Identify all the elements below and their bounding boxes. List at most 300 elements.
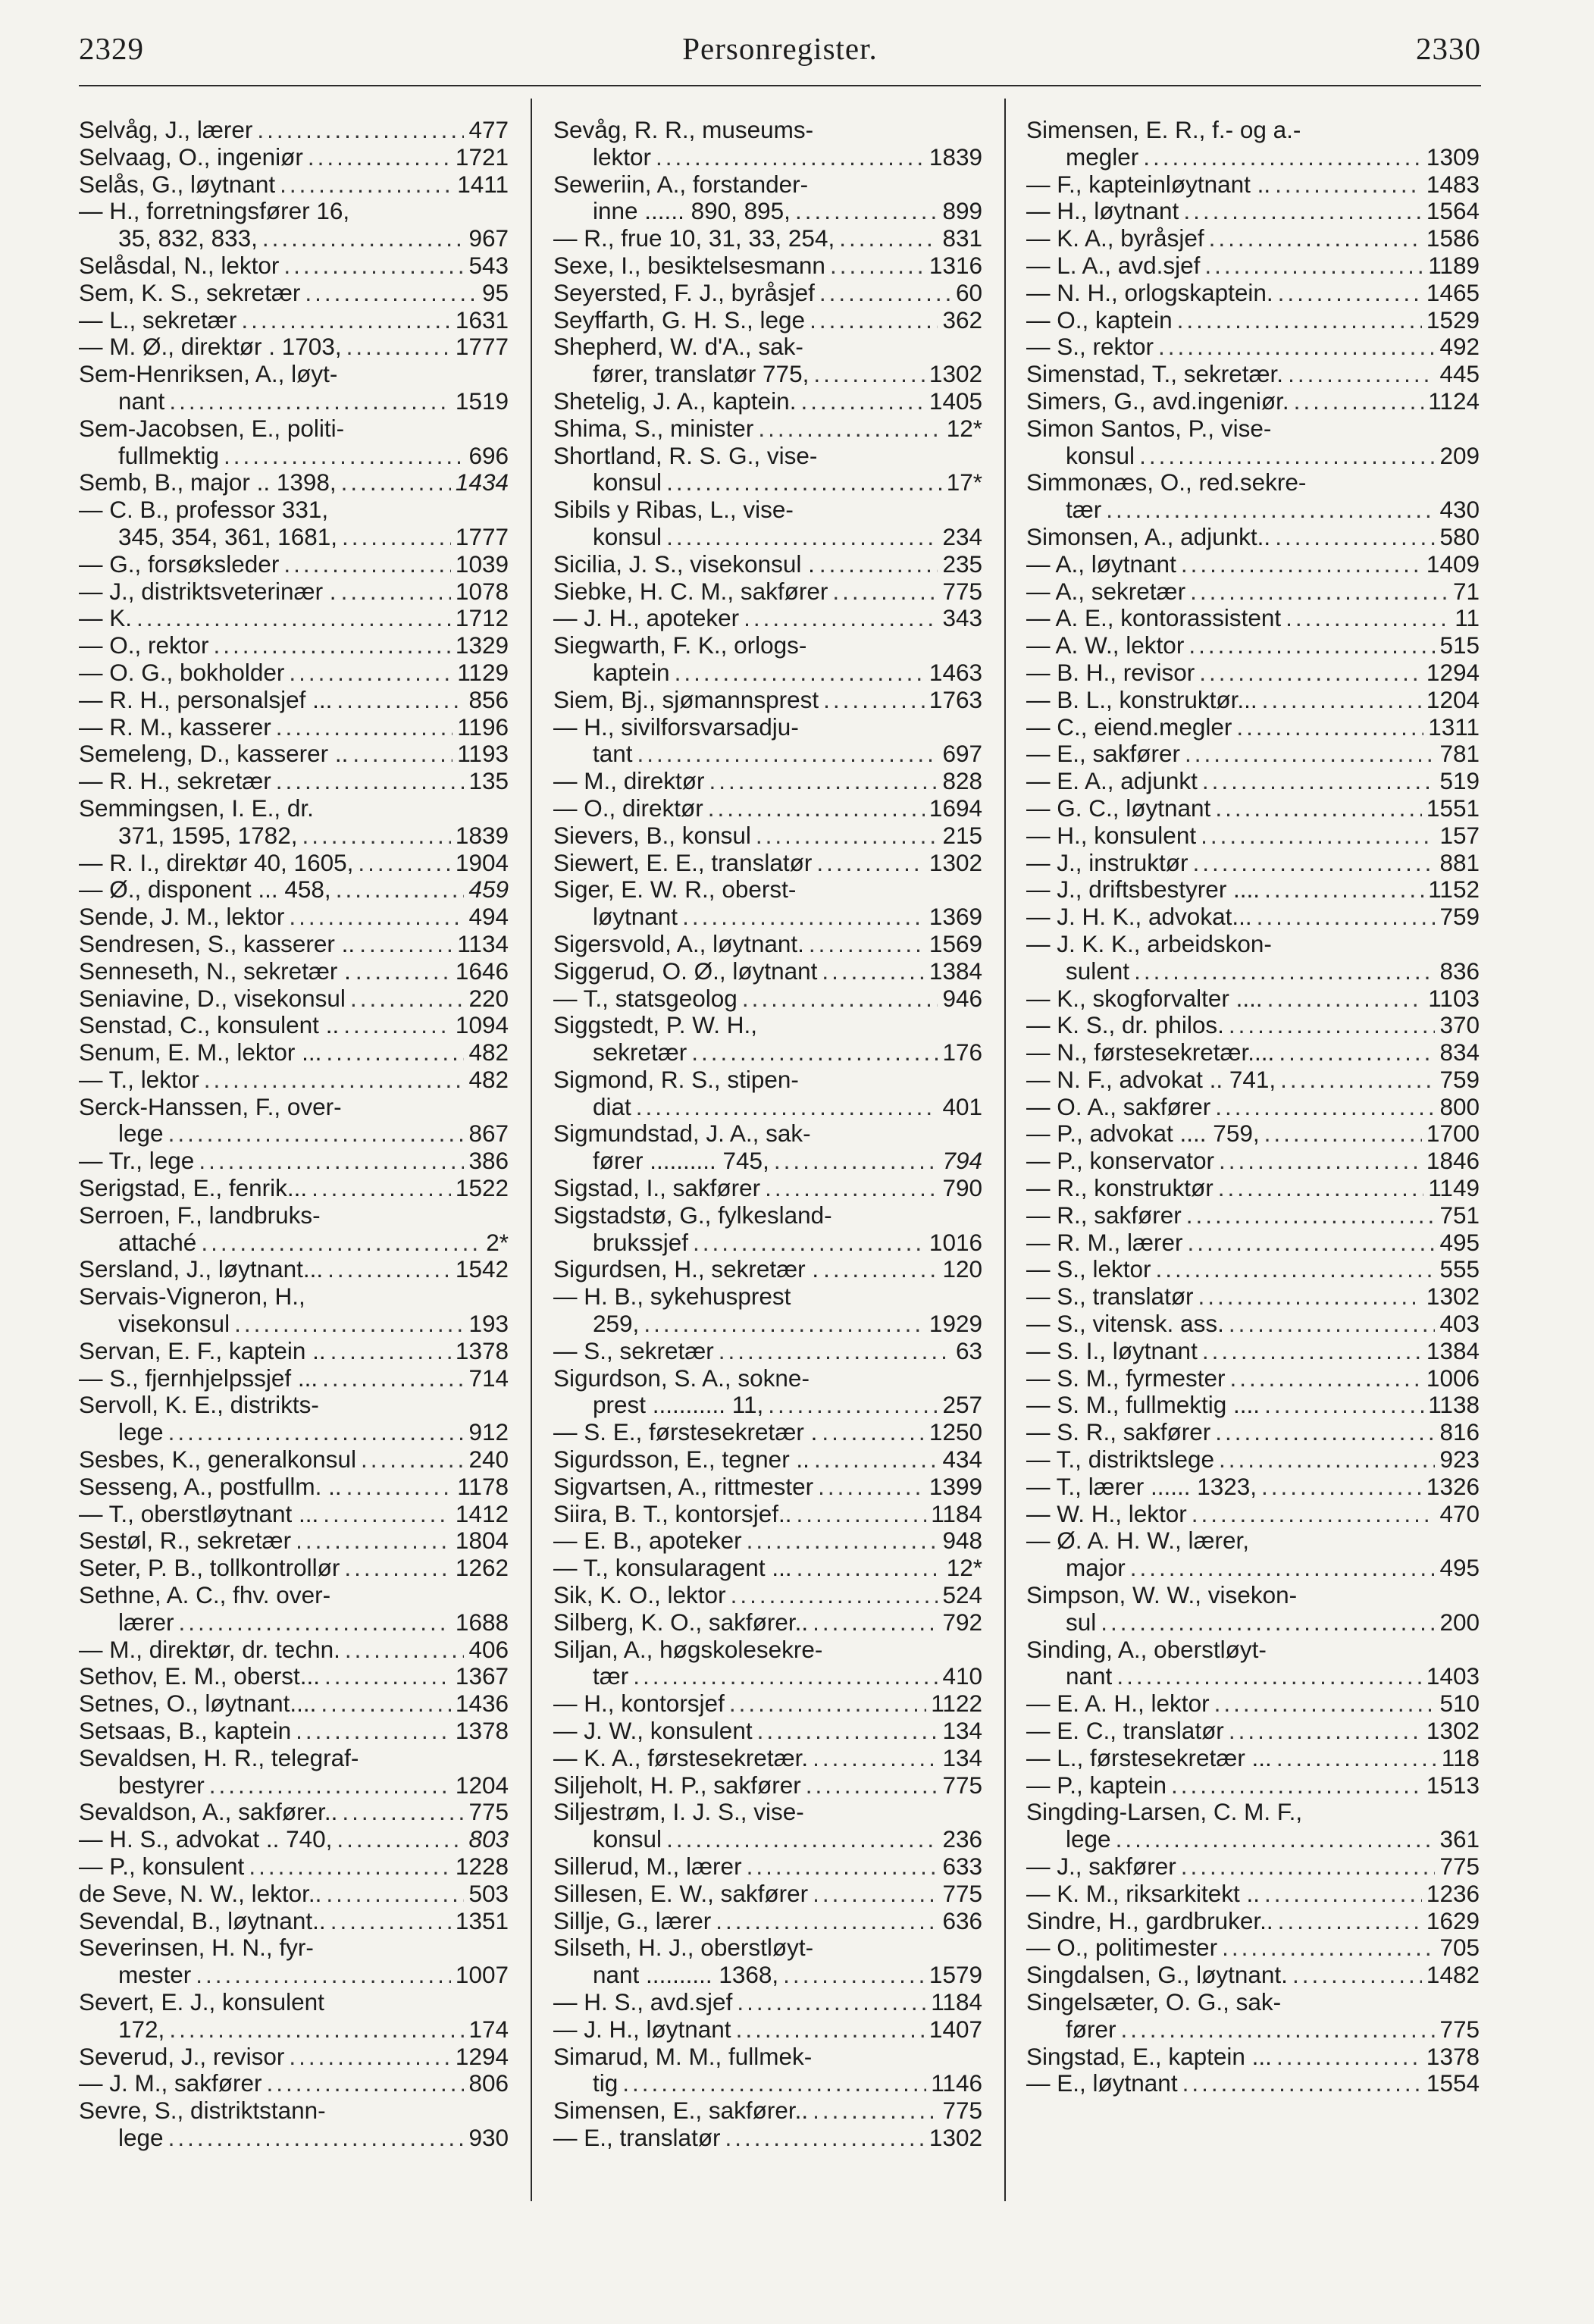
entry-text: Sevendal, B., løytnant.. <box>79 1906 326 1934</box>
entry-text: Sesseng, A., postfullm. .. <box>79 1472 342 1500</box>
register-entry <box>553 1853 982 1881</box>
register-entry <box>79 117 509 144</box>
entry-line <box>553 850 982 877</box>
dot-leader <box>1201 822 1435 850</box>
register-entry <box>79 334 509 361</box>
register-entry <box>1026 1392 1480 1419</box>
register-entry <box>1026 1772 1480 1799</box>
register-entry <box>553 1175 982 1202</box>
column-divider-1 <box>531 99 532 2201</box>
dot-leader <box>1186 1202 1436 1229</box>
page-reference: 1777 <box>455 333 509 361</box>
dot-leader <box>346 334 451 361</box>
entry-text: — S., translatør <box>1026 1283 1194 1311</box>
entry-line <box>553 876 982 904</box>
entry-continuation-line <box>553 144 982 171</box>
entry-continuation-line <box>553 1039 982 1066</box>
register-entry <box>79 714 509 741</box>
page-reference: 705 <box>1439 1934 1480 1962</box>
entry-line <box>1026 1148 1480 1175</box>
dot-leader <box>308 144 451 171</box>
register-entry <box>79 741 509 768</box>
entry-text: lærer <box>118 1608 174 1636</box>
entry-text: 172, <box>118 2015 165 2043</box>
register-entry <box>79 361 509 415</box>
dot-leader <box>1229 1718 1422 1745</box>
page-reference: 176 <box>942 1038 982 1066</box>
page-reference: 1688 <box>455 1608 509 1636</box>
entry-text: Sigvartsen, A., rittmester <box>553 1472 814 1500</box>
register-entry <box>553 280 982 307</box>
entry-text: — E., translatør <box>553 2123 721 2151</box>
entry-text: tig <box>593 2069 618 2097</box>
register-entry <box>79 1690 509 1718</box>
dot-leader <box>179 1609 451 1637</box>
entry-text: — J. H. K., advokat... <box>1026 903 1252 931</box>
page-reference: 1007 <box>455 1961 509 1989</box>
entry-text: Seyffarth, G. H. S., lege <box>553 305 806 334</box>
register-entry <box>79 985 509 1013</box>
entry-text: — K. M., riksarkitekt .. <box>1026 1879 1260 1907</box>
page-reference: 1412 <box>455 1499 509 1527</box>
register-entry <box>553 1283 982 1338</box>
entry-line <box>79 2097 509 2125</box>
dot-leader <box>737 1989 926 2016</box>
entry-text: major <box>1066 1554 1126 1582</box>
entry-line <box>553 1853 982 1881</box>
page-reference: 1519 <box>455 387 509 415</box>
register-entry <box>79 1745 509 1799</box>
entry-line <box>1026 2070 1480 2097</box>
page-reference: 1378 <box>455 1336 509 1364</box>
page-reference: 362 <box>942 305 982 334</box>
dot-leader <box>806 1772 938 1799</box>
register-entry <box>1026 1637 1480 1691</box>
entry-text: — H., forretningsfører 16, <box>79 197 350 225</box>
dot-leader <box>813 1881 938 1908</box>
dot-leader <box>1229 1311 1436 1338</box>
entry-continuation-line <box>553 1826 982 1853</box>
entry-continuation-line <box>553 741 982 768</box>
entry-text: — C., eiend.megler <box>1026 713 1232 741</box>
dot-leader <box>344 1555 451 1582</box>
dot-leader <box>832 578 938 606</box>
register-entry <box>1026 659 1480 687</box>
page-reference: 636 <box>942 1906 982 1934</box>
dot-leader <box>168 2125 465 2152</box>
dot-leader <box>1264 876 1423 904</box>
entry-continuation-line <box>79 1419 509 1446</box>
register-entry <box>553 1908 982 1935</box>
page-reference: 828 <box>942 767 982 795</box>
page-reference: 790 <box>942 1174 982 1202</box>
dot-leader <box>716 1908 938 1935</box>
entry-line <box>553 117 982 144</box>
entry-text: Sem-Henriksen, A., løyt- <box>79 360 338 388</box>
page-reference: 215 <box>942 821 982 849</box>
page-reference: 1204 <box>1426 685 1480 713</box>
entry-text: sulent <box>1066 957 1130 985</box>
page-reference: 1178 <box>457 1472 509 1500</box>
entry-continuation-line <box>79 524 509 551</box>
entry-text: prest ........... 11, <box>593 1391 764 1419</box>
page-reference: 555 <box>1439 1255 1480 1283</box>
register-entry <box>79 1474 509 1501</box>
dot-leader <box>823 1256 938 1283</box>
page-reference: 930 <box>468 2123 509 2151</box>
register-entry <box>553 605 982 632</box>
register-entry <box>1026 1066 1480 1094</box>
page-header <box>79 30 1481 76</box>
page-reference: 1016 <box>929 1228 982 1256</box>
dot-leader <box>742 985 938 1013</box>
entry-line <box>1026 904 1480 931</box>
entry-text: Sersland, J., løytnant... <box>79 1255 324 1283</box>
entry-text: Servais-Vigneron, H., <box>79 1283 305 1311</box>
page-reference: 781 <box>1439 740 1480 768</box>
register-entry <box>553 252 982 280</box>
page-reference: 482 <box>468 1038 509 1066</box>
dot-leader <box>1215 795 1422 822</box>
register-column-1 <box>79 117 509 2300</box>
entry-line <box>79 280 509 307</box>
dot-leader <box>1276 2044 1422 2071</box>
entry-text: tær <box>1066 496 1102 524</box>
page-reference: 1369 <box>929 903 982 931</box>
entry-line <box>79 741 509 768</box>
dot-leader <box>1192 1501 1436 1528</box>
entry-text: de Seve, N. W., lektor.. <box>79 1879 322 1907</box>
entry-line <box>553 1555 982 1582</box>
dot-leader <box>322 1365 464 1392</box>
entry-text: — A., løytnant <box>1026 550 1176 578</box>
entry-text: — O., kaptein <box>1026 305 1173 334</box>
page-reference: 697 <box>942 740 982 768</box>
entry-text: Seweriin, A., forstander- <box>553 170 809 198</box>
page-reference: 482 <box>468 1065 509 1093</box>
register-entry <box>553 1690 982 1718</box>
dot-leader <box>241 307 451 334</box>
page-reference: 775 <box>942 2097 982 2125</box>
entry-text: Senum, E. M., lektor ... <box>79 1038 322 1066</box>
entry-text: — R. I., direktør 40, 1605, <box>79 848 354 876</box>
entry-text: Selåsdal, N., lektor <box>79 251 280 279</box>
entry-text: Simpson, W. W., visekon- <box>1026 1581 1298 1609</box>
dot-leader <box>675 659 925 687</box>
register-entry <box>553 958 982 985</box>
page-reference: 1138 <box>1428 1391 1480 1419</box>
entry-line <box>553 1772 982 1799</box>
page-reference: 775 <box>942 1879 982 1907</box>
dot-leader <box>1219 1446 1435 1474</box>
entry-text: — K. A., byråsjef <box>1026 224 1204 252</box>
dot-leader <box>323 1501 451 1528</box>
dot-leader <box>1202 1338 1422 1365</box>
entry-text: — E. A., adjunkt <box>1026 767 1198 795</box>
entry-line <box>553 1908 982 1935</box>
register-entry <box>1026 931 1480 985</box>
dot-leader <box>1202 768 1436 795</box>
entry-line <box>79 1663 509 1690</box>
dot-leader <box>257 117 464 144</box>
register-entry <box>79 2097 509 2152</box>
page-reference: 492 <box>1439 333 1480 361</box>
entry-line <box>1026 985 1480 1013</box>
dot-leader <box>795 198 938 225</box>
entry-line <box>79 1148 509 1175</box>
dot-leader <box>345 1637 465 1664</box>
entry-line <box>1026 605 1480 632</box>
entry-continuation-line <box>79 443 509 470</box>
dot-leader <box>797 1501 927 1528</box>
page-reference: 1777 <box>455 522 509 550</box>
page-reference: 236 <box>942 1825 982 1853</box>
page-reference: 1302 <box>929 848 982 876</box>
entry-text: Sevaldson, A., sakfører.. <box>79 1798 338 1826</box>
register-entry <box>79 1501 509 1528</box>
register-column-2 <box>553 117 982 2300</box>
dot-leader <box>666 524 938 551</box>
entry-text: 35, 832, 833, <box>118 224 258 252</box>
entry-text: — K., skogforvalter .... <box>1026 984 1263 1012</box>
entry-line <box>1026 1908 1480 1935</box>
register-entry <box>1026 985 1480 1013</box>
dot-leader <box>1288 361 1435 388</box>
entry-text: Siljan, A., høgskolesekre- <box>553 1635 823 1663</box>
dot-leader <box>822 958 925 985</box>
entry-line <box>553 1690 982 1718</box>
page-reference: 1694 <box>929 794 982 822</box>
entry-line <box>1026 280 1480 307</box>
dot-leader <box>234 1311 464 1338</box>
page-reference: 1929 <box>929 1310 982 1338</box>
entry-line <box>553 1283 982 1311</box>
entry-continuation-line <box>79 822 509 850</box>
page-reference: 1189 <box>1428 251 1480 279</box>
register-entry <box>553 985 982 1013</box>
register-entry <box>1026 524 1480 551</box>
register-entry <box>1026 117 1480 171</box>
page-reference: 580 <box>1439 522 1480 550</box>
register-entry <box>1026 1582 1480 1637</box>
entry-line <box>79 252 509 280</box>
page-reference: 816 <box>1439 1418 1480 1446</box>
register-entry <box>553 171 982 226</box>
entry-text: Setnes, O., løytnant.... <box>79 1690 317 1718</box>
dot-leader <box>337 687 464 714</box>
entry-text: Sinding, A., oberstløyt- <box>1026 1635 1267 1663</box>
entry-line <box>79 958 509 985</box>
register-entry <box>553 1419 982 1446</box>
entry-line <box>553 931 982 958</box>
dot-leader <box>289 904 464 931</box>
entry-text: Severt, E. J., konsulent <box>79 1987 324 2015</box>
register-entry <box>1026 2070 1480 2097</box>
entry-text: Sigstadstø, G., fylkesland- <box>553 1201 832 1229</box>
dot-leader <box>196 1962 451 1989</box>
page-reference: 1122 <box>931 1690 982 1718</box>
dot-leader <box>1264 1392 1423 1419</box>
page-reference: 200 <box>1439 1608 1480 1636</box>
dot-leader <box>814 1446 938 1474</box>
entry-line <box>1026 415 1480 443</box>
entry-line <box>553 280 982 307</box>
entry-text: Siegwarth, F. K., orlogs- <box>553 631 807 659</box>
entry-line <box>79 1881 509 1908</box>
page-reference: 1554 <box>1426 2069 1480 2097</box>
register-entry <box>79 2070 509 2097</box>
dot-leader <box>1279 1039 1435 1066</box>
entry-text: Siewert, E. E., translatør <box>553 848 813 876</box>
dot-leader <box>691 1039 938 1066</box>
page-reference: 856 <box>468 685 509 713</box>
entry-text: — M., direktør, dr. techn. <box>79 1635 340 1663</box>
page-reference: 495 <box>1439 1228 1480 1256</box>
entry-line <box>553 171 982 199</box>
register-entry <box>1026 1148 1480 1175</box>
page-reference: 401 <box>942 1092 982 1120</box>
entry-continuation-line <box>1026 144 1480 171</box>
entry-text: Sethov, E. M., oberst... <box>79 1662 321 1690</box>
page-reference: 759 <box>1439 903 1480 931</box>
entry-continuation-line <box>553 1148 982 1175</box>
entry-text: — F., kapteinløytnant .. <box>1026 170 1271 198</box>
dot-leader <box>1209 225 1422 252</box>
entry-line <box>1026 1419 1480 1446</box>
entry-text: nant <box>1066 1662 1113 1690</box>
entry-text: — J. H., løytnant <box>553 2015 731 2043</box>
entry-text: — J., sakfører <box>1026 1853 1176 1880</box>
dot-leader <box>708 795 925 822</box>
entry-line <box>79 795 509 822</box>
register-entry <box>79 1663 509 1690</box>
page-reference: 696 <box>468 441 509 469</box>
entry-text: — H. B., sykehusprest <box>553 1283 791 1311</box>
register-entry <box>1026 1745 1480 1772</box>
entry-line <box>79 1365 509 1392</box>
register-entry <box>79 687 509 714</box>
register-entry <box>553 1365 982 1420</box>
entry-continuation-line <box>1026 958 1480 985</box>
register-entry <box>553 1799 982 1853</box>
entry-continuation-line <box>553 1311 982 1338</box>
entry-text: — O., direktør <box>553 794 703 822</box>
register-entry <box>1026 714 1480 741</box>
register-entry <box>79 1582 509 1637</box>
dot-leader <box>1199 659 1422 687</box>
entry-line <box>1026 1582 1480 1609</box>
dot-leader <box>1121 2016 1436 2044</box>
entry-text: Selås, G., løytnant <box>79 170 276 198</box>
page-reference: 1294 <box>455 2042 509 2070</box>
entry-text: Severinsen, H. N., fyr- <box>79 1934 314 1962</box>
dot-leader <box>1215 1419 1435 1446</box>
register-entry <box>79 659 509 687</box>
entry-line <box>79 1826 509 1853</box>
entry-continuation-line <box>79 225 509 252</box>
page-reference: 515 <box>1439 631 1480 659</box>
register-entry <box>79 307 509 334</box>
page-reference: 633 <box>942 1853 982 1880</box>
dot-leader <box>729 1690 926 1718</box>
register-entry <box>1026 1283 1480 1311</box>
register-entry <box>79 415 509 470</box>
entry-line <box>1026 741 1480 768</box>
entry-text: — S. R., sakfører <box>1026 1418 1211 1446</box>
page-reference: 1367 <box>455 1662 509 1690</box>
register-entry <box>1026 1365 1480 1392</box>
entry-text: — G., forsøksleder <box>79 550 280 578</box>
entry-continuation-line <box>79 2016 509 2044</box>
dot-leader <box>666 1826 938 1853</box>
dot-leader <box>262 225 465 252</box>
entry-text: — E., sakfører <box>1026 740 1181 768</box>
entry-text: Siebke, H. C. M., sakfører <box>553 577 828 605</box>
entry-line <box>79 985 509 1013</box>
page-reference: 1146 <box>931 2069 982 2097</box>
page-reference: 1434 <box>455 468 509 496</box>
entry-line <box>1026 1690 1480 1718</box>
entry-line <box>79 904 509 931</box>
dot-leader <box>341 469 451 496</box>
entry-text: tær <box>593 1662 629 1690</box>
entry-text: — A., sekretær <box>1026 577 1186 605</box>
entry-line <box>553 443 982 470</box>
page-reference: 775 <box>942 577 982 605</box>
entry-text: kaptein <box>593 658 670 686</box>
entry-text: 259, <box>593 1310 640 1338</box>
page-reference: 406 <box>468 1635 509 1663</box>
entry-line <box>553 1365 982 1392</box>
entry-text: tant <box>593 740 633 768</box>
entry-line <box>79 1338 509 1365</box>
entry-text: Sevre, S., distriktstann- <box>79 2097 326 2125</box>
page-reference: 1384 <box>1426 1336 1480 1364</box>
entry-text: Servan, E. F., kaptein .. <box>79 1336 326 1364</box>
entry-text: Sigurdsen, H., sekretær . <box>553 1255 819 1283</box>
entry-text: konsul <box>593 468 662 496</box>
entry-line <box>1026 388 1480 415</box>
page-reference: 220 <box>468 984 509 1012</box>
entry-text: — T., konsularagent ... <box>553 1554 792 1582</box>
page-reference: 1846 <box>1426 1147 1480 1175</box>
register-entry <box>553 768 982 795</box>
register-entry <box>1026 1175 1480 1202</box>
dot-leader <box>1276 1745 1437 1772</box>
entry-line <box>79 117 509 144</box>
register-entry <box>79 1094 509 1148</box>
register-entry <box>1026 1962 1480 1989</box>
dot-leader <box>693 1229 925 1257</box>
dot-leader <box>719 1338 951 1365</box>
register-entry <box>79 496 509 551</box>
entry-line <box>79 714 509 741</box>
register-entry <box>79 1175 509 1202</box>
entry-continuation-line <box>79 1962 509 1989</box>
page-reference: 403 <box>1439 1310 1480 1338</box>
register-entry <box>553 795 982 822</box>
page-reference: 1129 <box>457 658 509 686</box>
register-entry <box>553 1637 982 1691</box>
register-entry <box>79 632 509 659</box>
dot-leader <box>330 1908 451 1935</box>
entry-line <box>1026 524 1480 551</box>
register-entry <box>553 822 982 850</box>
entry-line <box>553 1637 982 1664</box>
register-entry <box>1026 1908 1480 1935</box>
register-entry <box>79 958 509 985</box>
entry-text: — R., sakfører <box>1026 1201 1182 1229</box>
